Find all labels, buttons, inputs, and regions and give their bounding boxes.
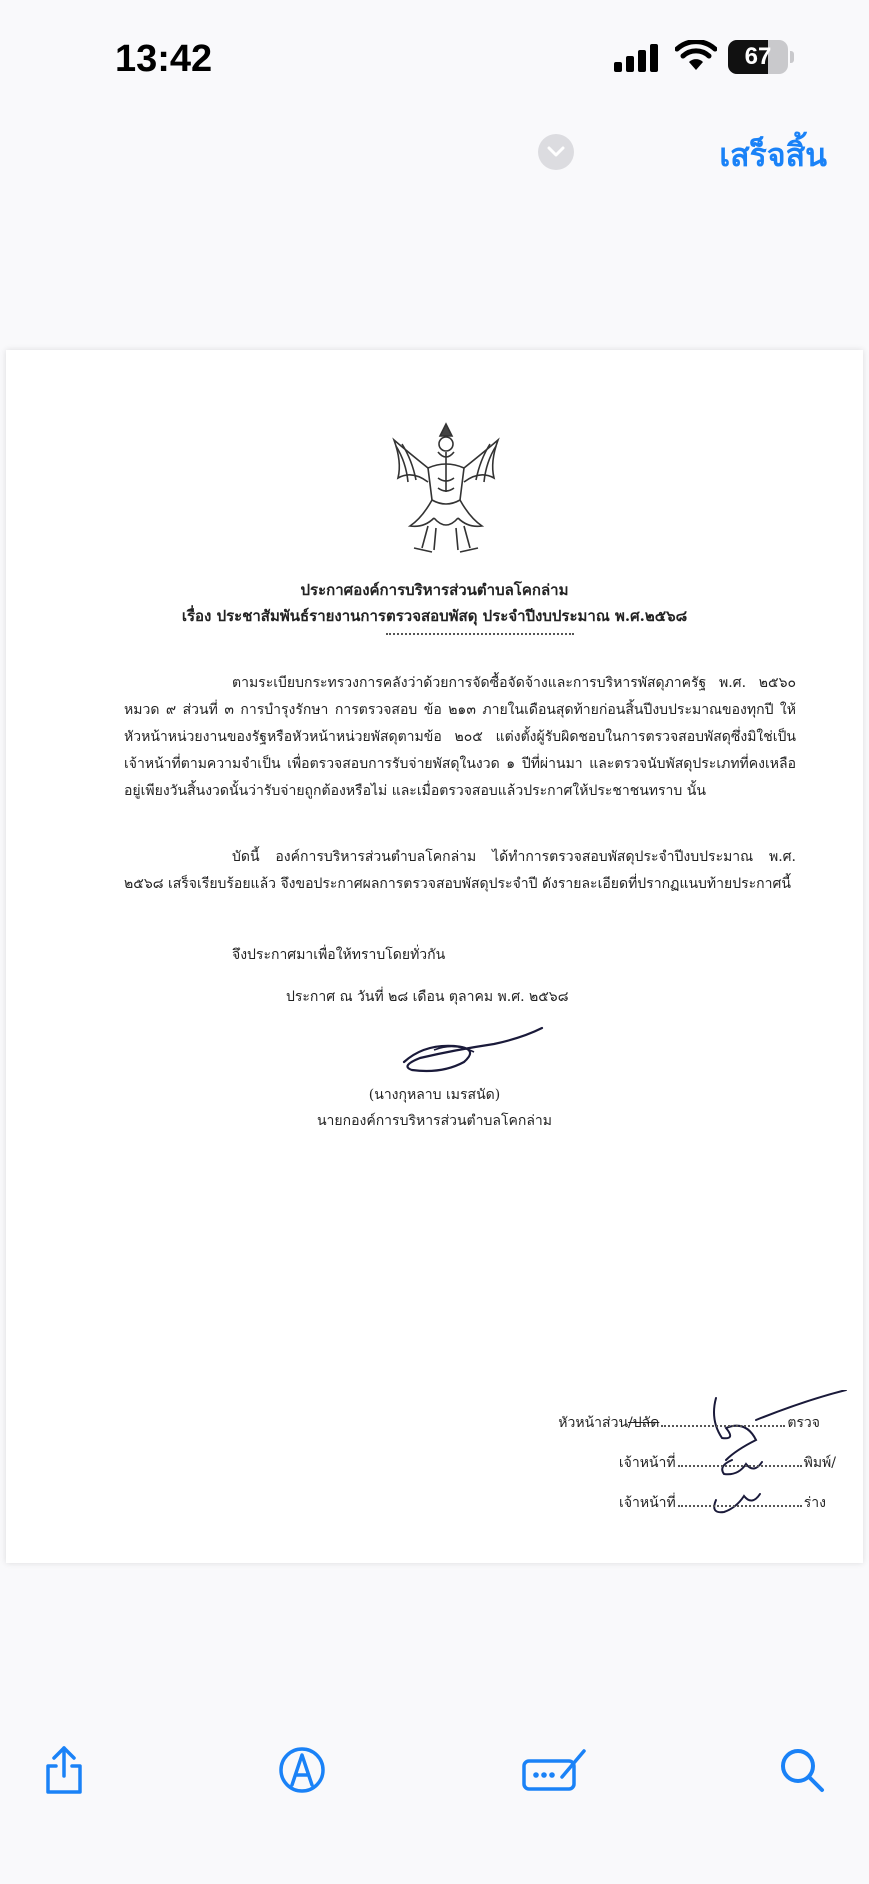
initials-suffix-check: ตรวจ	[787, 1415, 820, 1431]
signer-position: นายกองค์การบริหารส่วนตำบลโคกล่าม	[316, 1113, 553, 1129]
search-icon	[779, 1747, 825, 1793]
collapse-button[interactable]	[538, 134, 574, 170]
signature-button[interactable]	[520, 1740, 590, 1800]
signature-mark-icon	[394, 1022, 546, 1078]
document-title: ประกาศองค์การบริหารส่วนตำบลโคกล่าม	[300, 581, 569, 599]
initials-row-typist	[619, 1452, 836, 1474]
title-divider	[386, 633, 574, 635]
initials-dotted-line	[678, 1465, 802, 1467]
initials-suffix-type: พิมพ์/	[803, 1455, 836, 1471]
initials-label-chief: หัวหน้าส่วน	[558, 1415, 629, 1431]
garuda-emblem-icon	[388, 422, 504, 558]
paragraph-regulation: ตามระเบียบกระทรวงการคลังว่าด้วยการจัดซื้อจัดจ้างและการบริหารพัสดุภาครัฐ พ.ศ. ๒๕๖๐ หมวด ๙ ส่วนที่ ๓ การบำรุงรักษา การตรวจสอบ ข้อ ๒๑๓ ภายในเดือนสุดท้ายก่อนสิ้นปีงบประมาณของทุกปี ให้หัวหน้าหน่วยงานของรัฐหรือหัวหน้าหน่วยพัสดุตามข้อ ๒๐๕ แต่งตั้งผู้รับผิดชอบในการตรวจสอบพัสดุซึ่งมิใช่เป็นเจ้าหน้าที่ตามความจำเป็น เพื่อตรวจสอบการรับจ่ายพัสดุในงวด ๑ ปีที่ผ่านมา และตรวจนับพัสดุประเภทที่คงเหลืออยู่เพียงวันสิ้นงวดนั้นว่ารับจ่ายถูกต้องหรือไม่ และเมื่อตรวจสอบแล้วประกาศให้ประชาชนทราบ นั้น	[124, 675, 796, 799]
status-time: 13:42	[115, 38, 213, 80]
initials-label-officer: เจ้าหน้าที่	[619, 1495, 676, 1511]
signature-icon	[522, 1747, 588, 1793]
share-icon	[42, 1744, 86, 1796]
date-line: ประกาศ ณ วันที่ ๒๘ เดือน ตุลาคม พ.ศ. ๒๕๖๘	[286, 989, 569, 1005]
initials-dotted-line	[661, 1425, 785, 1427]
markup-pen-icon	[277, 1745, 327, 1795]
initials-label-clerk: /ปลัด	[628, 1415, 660, 1431]
initials-row-drafter	[619, 1492, 826, 1514]
markup-button[interactable]	[272, 1740, 332, 1800]
battery-nub	[790, 51, 794, 63]
search-button[interactable]	[772, 1740, 832, 1800]
share-button[interactable]	[34, 1740, 94, 1800]
closing-line: จึงประกาศมาเพื่อให้ทราบโดยทั่วกัน	[232, 947, 446, 963]
cellular-signal-icon	[614, 44, 660, 72]
battery-level: 67	[744, 43, 772, 70]
initials-row-chief	[558, 1412, 820, 1434]
status-bar	[0, 0, 869, 110]
paragraph-announcement: บัดนี้ องค์การบริหารส่วนตำบลโคกล่าม ได้ทำการตรวจสอบพัสดุประจำปีงบประมาณ พ.ศ. ๒๕๖๘ เสร็จเรียบร้อยแล้ว จึงขอประกาศผลการตรวจสอบพัสดุประจำปี ดังรายละเอียดที่ปรากฏแนบท้ายประกาศนี้	[124, 849, 796, 892]
wifi-icon	[675, 40, 717, 72]
battery-icon	[728, 40, 788, 74]
chevron-down-icon	[547, 146, 565, 158]
signer-name: (นางกุหลาบ เมรสนัด)	[368, 1087, 501, 1103]
initials-dotted-line	[678, 1505, 802, 1507]
initials-label-officer: เจ้าหน้าที่	[618, 1455, 676, 1471]
done-button[interactable]: เสร็จสิ้น	[719, 136, 827, 174]
document-subject: เรื่อง ประชาสัมพันธ์รายงานการตรวจสอบพัสดุ ประจำปีงบประมาณ พ.ศ.๒๕๖๘	[181, 607, 688, 625]
document-page	[6, 350, 863, 1563]
initials-suffix-draft: ร่าง	[803, 1495, 826, 1511]
